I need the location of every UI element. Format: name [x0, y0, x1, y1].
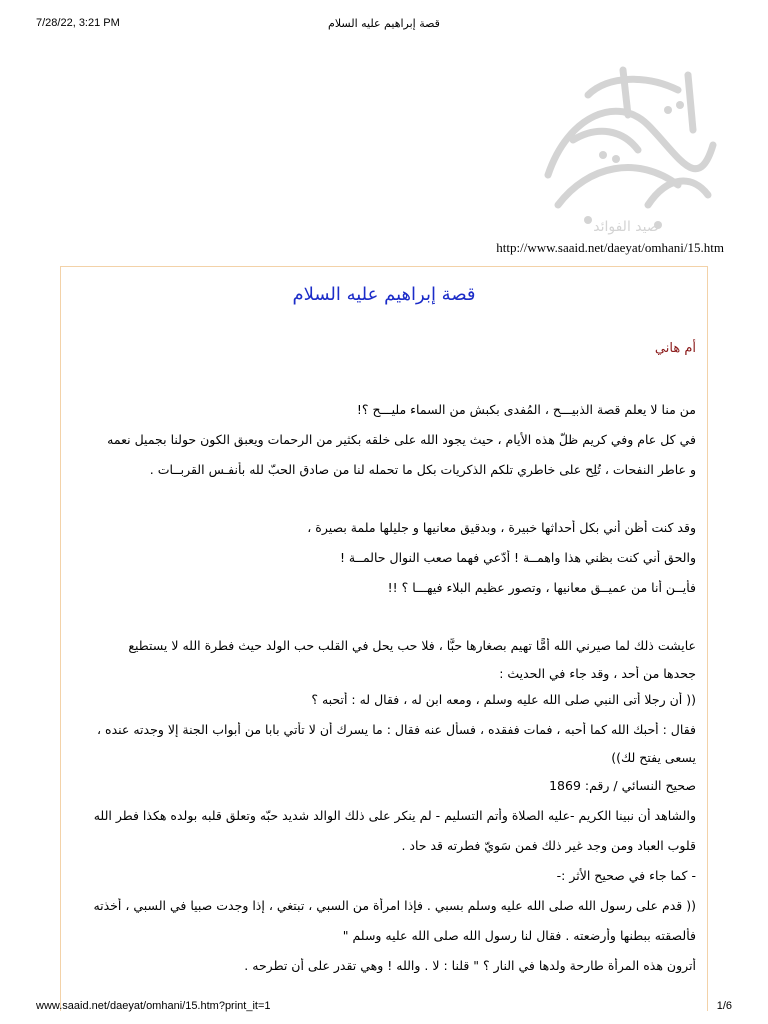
print-datetime: 7/28/22, 3:21 PM	[36, 17, 120, 29]
article-line: قلوب العباد ومن وجد غير ذلك فمن سَويّ فطرته قد حاد .	[401, 838, 696, 853]
article-line: فقال : أحبك الله كما أحبه ، فمات ففقده ، فسأل عنه فقال : ما يسرك أن لا تأتي بابا من أبواب الجنة إلا وجدته عنده ،	[97, 722, 696, 737]
article-line: فألصقته ببطنها وأرضعته . فقال لنا رسول الله صلى الله عليه وسلم "	[342, 928, 696, 943]
article-line: في كل عام وفي كريم ظلّ هذه الأيام ، حيث يجود الله على خلقه بكثير من الرحمات ويعبق الكون حولنا بجميل نعمه	[107, 432, 696, 447]
article-line: أترون هذه المرأة طارحة ولدها في النار ؟ " قلنا : لا . والله ! وهي تقدر على أن تطرحه .	[244, 958, 696, 973]
article-line: والحق أني كنت بظني هذا واهمــة ! أدّعي فهما صعب النوال حالمــة !	[339, 550, 696, 565]
article-container	[60, 266, 708, 1011]
print-page-title: قصة إبراهيم عليه السلام	[328, 17, 440, 30]
article-line: وقد كنت أظن أني بكل أحداثها خبيرة ، وبدقيق معانيها و جليلها ملمة بصيرة ،	[307, 520, 696, 535]
article-title: قصة إبراهيم عليه السلام	[292, 284, 476, 305]
site-logo	[528, 55, 724, 235]
article-line: (( أن رجلا أتى النبي صلى الله عليه وسلم ، ومعه ابن له ، فقال له : أتحبه ؟	[311, 692, 696, 707]
article-line: والشاهد أن نبينا الكريم -عليه الصلاة وأتم التسليم - لم ينكر على ذلك الوالد شديد حبّه وتعلق قلبه بولده هكذا فطر الله	[93, 808, 696, 823]
article-author[interactable]: أم هاني	[654, 341, 696, 356]
article-line: (( قدم على رسول الله صلى الله عليه وسلم بسبي . فإذا امرأة من السبي ، تبتغي ، إذا وجدت صبيا في السبي ، أخذته	[93, 898, 696, 913]
source-url[interactable]: http://www.saaid.net/daeyat/omhani/15.htm	[496, 240, 724, 255]
article-line: فأيــن أنا من عميــق معانيها ، وتصور عظيم البلاء فيهـــا ؟ !!	[387, 580, 696, 595]
article-line: و عاطر النفحات ، تُلِح على خاطري تلكم الذكريات بكل ما تحمله لنا من صادق الحبّ لله بأنفـس القربــات .	[149, 462, 696, 477]
article-line: - كما جاء في صحيح الأثر :-	[556, 868, 696, 883]
article-line: من منا لا يعلم قصة الذبيـــح ، المُفدى بكبش من السماء مليـــح ؟!	[356, 402, 696, 417]
article-line: عايشت ذلك لما صيرني الله أمًّا تهيم بصغارها حبًّا ، فلا حب يحل في القلب حب الولد حيث فطرة الله لا يستطيع	[128, 638, 696, 653]
page-number: 1/6	[716, 1000, 732, 1012]
article-line: جحدها من أحد ، وقد جاء في الحديث :	[499, 666, 696, 681]
print-footer-url: www.saaid.net/daeyat/omhani/15.htm?print_it=1	[36, 1000, 271, 1012]
logo-text: صيد الفوائد	[593, 219, 659, 235]
article-line: صحيح النسائي / رقم: 1869	[549, 778, 696, 793]
article-line: يسعى يفتح لك))	[611, 750, 696, 765]
